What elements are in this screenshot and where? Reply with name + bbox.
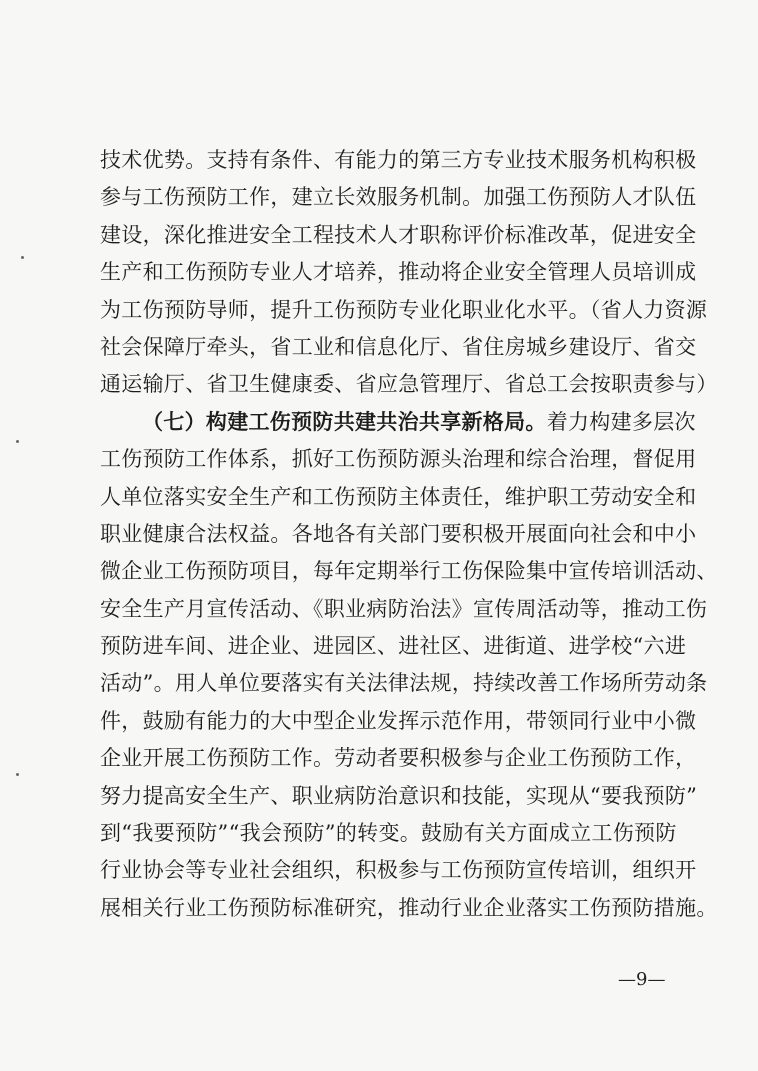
paragraph-line: 行业协会等专业社会组织，积极参与工伤预防宣传培训，组织开 (100, 858, 697, 883)
page-number: —9— (618, 969, 666, 990)
paragraph-line: 通运输厅、省卫生健康委、省应急管理厅、省总工会按职责参与） (100, 372, 718, 397)
paragraph-line: 预防进车间、进企业、进园区、进社区、进街道、进学校“六进 (100, 634, 687, 659)
scan-margin-mark (16, 440, 19, 443)
section-heading: （七）构建工伤预防共建共治共享新格局。 (142, 409, 547, 434)
paragraph-line: 工伤预防工作体系，抓好工伤预防源头治理和综合治理，督促用 (100, 447, 697, 472)
paragraph-line: 努力提高安全生产、职业病防治意识和技能，实现从“要我预防” (100, 783, 698, 808)
paragraph-line: 到“我要预防”“我会预防”的转变。鼓励有关方面成立工伤预防 (100, 821, 677, 846)
paragraph-line: 生产和工伤预防专业人才培养，推动将企业安全管理人员培训成 (100, 260, 697, 285)
paragraph-line: 参与工伤预防工作，建立长效服务机制。加强工伤预防人才队伍 (100, 185, 697, 210)
scan-margin-mark (21, 256, 24, 259)
paragraph-line: 展相关行业工伤预防标准研究，推动行业企业落实工伤预防措施。 (100, 895, 718, 920)
section-heading-line (100, 404, 696, 441)
paragraph-line: 微企业工伤预防项目，每年定期举行工伤保险集中宣传培训活动、 (100, 559, 718, 584)
section-heading-continuation: 着力构建多层次 (546, 409, 696, 434)
paragraph-line: 活动”。用人单位要落实有关法律法规，持续改善工作场所劳动条 (100, 671, 708, 696)
paragraph-line: 职业健康合法权益。各地各有关部门要积极开展面向社会和中小 (100, 521, 697, 546)
paragraph-line: 为工伤预防导师，提升工伤预防专业化职业化水平。（省人力资源 (100, 297, 708, 322)
paragraph-line: 安全生产月宣传活动、《职业病防治法》宣传周活动等，推动工伤 (100, 596, 708, 621)
paragraph-line: 人单位落实安全生产和工伤预防主体责任，维护职工劳动安全和 (100, 484, 697, 509)
paragraph-line: 技术优势。支持有条件、有能力的第三方专业技术服务机构积极 (100, 148, 697, 172)
body-text (100, 142, 718, 927)
paragraph-line: 社会保障厅牵头，省工业和信息化厅、省住房城乡建设厅、省交 (100, 334, 697, 359)
paragraph-line: 企业开展工伤预防工作。劳动者要积极参与企业工伤预防工作， (100, 746, 697, 771)
paragraph-line: 建设，深化推进安全工程技术人才职称评价标准改革，促进安全 (100, 222, 697, 247)
scan-margin-mark (16, 773, 19, 776)
paragraph-line: 件，鼓励有能力的大中型企业发挥示范作用，带领同行业中小微 (100, 708, 697, 733)
